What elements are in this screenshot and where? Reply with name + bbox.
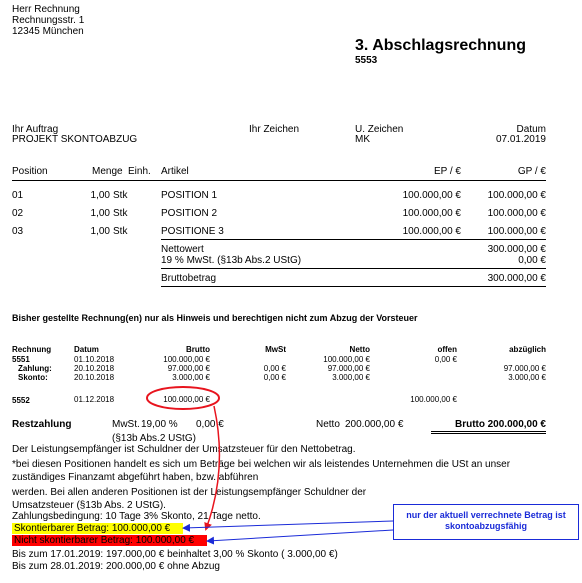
prev-col-offen: offen [437,345,457,354]
col-ep-header: EP / € [433,166,461,177]
highlight-ellipse [147,387,219,409]
prev-5551-netto: 100.000,00 € [323,355,370,364]
col-artikel-header: Artikel [161,166,189,177]
note-line-3: zuständiges Finanzamt abgeführt haben, bzw. abführen [12,472,259,483]
note-line-2: *bei diesen Positionen handelt es sich um Beträge bei welchen wir als leistendes Unternehmen die USt an unser [12,459,511,470]
prev-zahlung-abzueglich: 97.000,00 € [503,364,546,373]
prev-5551-nr: 5551 [12,355,30,364]
u-zeichen-label: U. Zeichen [355,124,404,135]
row-artikel: POSITIONE 3 [161,226,224,237]
prev-zahlung-datum: 20.10.2018 [74,364,115,373]
row-position: 03 [12,226,24,237]
prev-zahlung-netto: 97.000,00 € [327,364,370,373]
rest-mwst-rate: 19,00 % [141,419,178,430]
row-ep: 100.000,00 € [402,208,461,219]
red-annotation-arrow [206,406,219,529]
prev-5551-brutto: 100.000,00 € [163,355,210,364]
prev-skonto-datum: 20.10.2018 [74,373,115,382]
previous-invoices-heading: Bisher gestellte Rechnung(en) nur als Hinweis und berechtigen nicht zum Abzug der Vorsteuer [12,313,418,323]
rest-mwst-value: 0,00 € [196,419,224,430]
row-gp: 100.000,00 € [487,190,546,201]
brutto-label: Bruttobetrag [161,273,217,284]
rest-netto-label: Netto [316,419,340,430]
col-position-header: Position [12,166,48,177]
sender-street: Rechnungsstr. 1 [12,15,85,26]
skontierbarer-betrag: Skontierbarer Betrag: 100.000,00 € [14,523,171,534]
prev-5551-datum: 01.10.2018 [74,355,115,364]
rest-brutto-value: 200.000,00 € [487,419,546,430]
note-zahlungsbedingung: Zahlungsbedingung: 10 Tage 3% Skonto, 21 Tage netto. [12,511,261,522]
row-position: 02 [12,208,24,219]
prev-col-abzueglich: abzüglich [509,345,546,354]
row-ep: 100.000,00 € [402,226,461,237]
prev-skonto-brutto: 3.000,00 € [172,373,210,382]
rest-mwst-label: MwSt. [112,419,140,430]
note-line-4: werden. Bei allen anderen Positionen ist der Leistungsempfänger Schuldner der [12,487,367,498]
prev-skonto-abzueglich: 3.000,00 € [508,373,546,382]
prev-5551-offen: 0,00 € [434,355,457,364]
mwst-value: 0,00 € [518,255,546,266]
nicht-skontierbarer-betrag: Nicht skontierbarer Betrag: 100.000,00 € [14,535,195,546]
ihr-zeichen-label: Ihr Zeichen [249,124,300,135]
prev-5552-offen: 100.000,00 € [410,395,457,404]
prev-col-mwst: MwSt [265,345,286,354]
netto-value: 300.000,00 € [487,244,546,255]
annotation-callout-text: nur der aktuell verrechnete Betrag ist skontoabzugsfähig [406,510,566,531]
prev-skonto-netto: 3.000,00 € [332,373,370,382]
sender-name: Herr Rechnung [12,4,80,15]
col-einh-header: Einh. [128,166,151,177]
prev-col-rechnung: Rechnung [12,345,52,354]
auftrag-label: Ihr Auftrag [12,124,59,135]
prev-zahlung-label: Zahlung: [18,364,52,373]
col-gp-header: GP / € [517,166,546,177]
blue-arrow-skontierbar [184,521,393,528]
document-title: 3. Abschlagsrechnung [355,37,526,54]
row-ep: 100.000,00 € [402,190,461,201]
auftrag-value: PROJEKT SKONTOABZUG [12,134,138,145]
blue-arrow-nicht-skontierbar [208,530,393,541]
prev-col-datum: Datum [74,345,99,354]
note-line-5: Umsatzsteuer (§13b Abs. 2 UStG). [12,500,166,511]
row-menge: 1,00 [90,190,110,201]
rest-brutto-label: Brutto [455,419,485,430]
prev-skonto-label: Skonto: [18,373,48,382]
prev-col-brutto: Brutto [186,345,210,354]
prev-zahlung-mwst: 0,00 € [263,364,286,373]
mwst-label: 19 % MwSt. (§13b Abs.2 UStG) [161,255,302,266]
rest-netto-value: 200.000,00 € [345,419,404,430]
prev-zahlung-brutto: 97.000,00 € [167,364,210,373]
netto-label: Nettowert [161,244,204,255]
row-artikel: POSITION 2 [161,208,218,219]
row-artikel: POSITION 1 [161,190,218,201]
rest-mwst-note: (§13b Abs.2 UStG) [112,433,196,444]
row-position: 01 [12,190,24,201]
document-number: 5553 [355,55,378,66]
row-menge: 1,00 [90,208,110,219]
u-zeichen-value: MK [355,134,370,145]
row-menge: 1,00 [90,226,110,237]
prev-skonto-mwst: 0,00 € [263,373,286,382]
prev-col-netto: Netto [349,345,370,354]
row-einh: Stk [113,190,128,201]
row-einh: Stk [113,208,128,219]
brutto-value: 300.000,00 € [487,273,546,284]
note-line-1: Der Leistungsempfänger ist Schuldner der Umsatzsteuer für den Nettobetrag. [12,444,356,455]
restzahlung-label: Restzahlung [12,419,72,430]
sender-city: 12345 München [12,26,84,37]
col-menge-header: Menge [92,166,123,177]
bis-datum-2: Bis zum 28.01.2019: 200.000,00 € ohne Abzug [12,561,220,572]
prev-5552-datum: 01.12.2018 [74,395,115,404]
datum-value: 07.01.2019 [495,134,546,145]
row-gp: 100.000,00 € [487,226,546,237]
datum-label: Datum [516,124,546,135]
row-einh: Stk [113,226,128,237]
prev-5552-nr: 5552 [12,396,30,405]
bis-datum-1: Bis zum 17.01.2019: 197.000,00 € beinhaltet 3,00 % Skonto ( 3.000,00 €) [12,549,338,560]
row-gp: 100.000,00 € [487,208,546,219]
prev-5552-brutto: 100.000,00 € [163,395,210,404]
